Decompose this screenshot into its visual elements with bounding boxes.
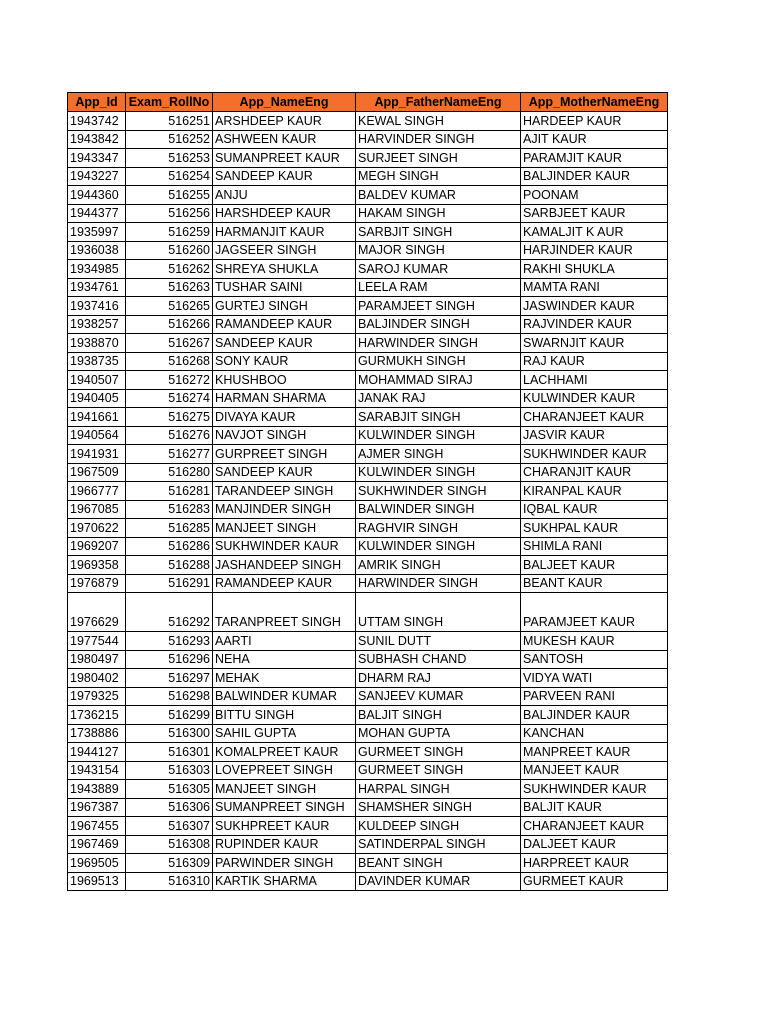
father-name-cell: SANJEEV KUMAR	[356, 687, 521, 706]
table-row	[68, 687, 668, 706]
table-row	[68, 743, 668, 762]
app-id-cell: 1943154	[68, 761, 126, 780]
mother-name-cell: BALJEET KAUR	[521, 556, 668, 575]
exam-rollno-cell: 516300	[126, 724, 213, 743]
table-row	[68, 537, 668, 556]
app-id-cell: 1938735	[68, 352, 126, 371]
table-row	[68, 223, 668, 242]
app-name-cell: HARMAN SHARMA	[213, 389, 356, 408]
app-id-cell: 1943347	[68, 149, 126, 168]
app-id-cell: 1969207	[68, 537, 126, 556]
app-name-cell: TARANDEEP SINGH	[213, 482, 356, 501]
app-id-cell: 1977544	[68, 632, 126, 651]
father-name-cell: SURJEET SINGH	[356, 149, 521, 168]
app-name-cell: SUKHPREET KAUR	[213, 817, 356, 836]
mother-name-cell: BALJINDER KAUR	[521, 167, 668, 186]
father-name-cell: BALJIT SINGH	[356, 706, 521, 725]
mother-name-cell: PARVEEN RANI	[521, 687, 668, 706]
app-id-cell: 1980497	[68, 650, 126, 669]
header-father-name: App_FatherNameEng	[356, 93, 521, 112]
table-row	[68, 556, 668, 575]
exam-rollno-cell: 516260	[126, 241, 213, 260]
exam-rollno-cell: 516263	[126, 278, 213, 297]
app-name-cell: ANJU	[213, 186, 356, 205]
exam-rollno-cell: 516272	[126, 371, 213, 390]
exam-rollno-cell: 516252	[126, 130, 213, 149]
app-name-cell: GURTEJ SINGH	[213, 297, 356, 316]
table-row	[68, 278, 668, 297]
exam-rollno-cell: 516267	[126, 334, 213, 353]
mother-name-cell: JASWINDER KAUR	[521, 297, 668, 316]
father-name-cell: LEELA RAM	[356, 278, 521, 297]
mother-name-cell: AJIT KAUR	[521, 130, 668, 149]
exam-rollno-cell: 516292	[126, 593, 213, 632]
mother-name-cell: SUKHWINDER KAUR	[521, 445, 668, 464]
app-name-cell: SUMANPREET SINGH	[213, 798, 356, 817]
mother-name-cell: HARPREET KAUR	[521, 854, 668, 873]
father-name-cell: SAROJ KUMAR	[356, 260, 521, 279]
table-row	[68, 204, 668, 223]
table-row	[68, 669, 668, 688]
exam-rollno-cell: 516254	[126, 167, 213, 186]
app-name-cell: SUMANPREET KAUR	[213, 149, 356, 168]
father-name-cell: UTTAM SINGH	[356, 593, 521, 632]
app-name-cell: MANJEET SINGH	[213, 519, 356, 538]
mother-name-cell: RAKHI SHUKLA	[521, 260, 668, 279]
father-name-cell: KEWAL SINGH	[356, 112, 521, 131]
father-name-cell: HAKAM SINGH	[356, 204, 521, 223]
app-id-cell: 1967387	[68, 798, 126, 817]
app-id-cell: 1944127	[68, 743, 126, 762]
mother-name-cell: SARBJEET KAUR	[521, 204, 668, 223]
exam-rollno-cell: 516262	[126, 260, 213, 279]
table-row	[68, 445, 668, 464]
app-name-cell: MEHAK	[213, 669, 356, 688]
table-row	[68, 149, 668, 168]
mother-name-cell: POONAM	[521, 186, 668, 205]
app-id-cell: 1970622	[68, 519, 126, 538]
mother-name-cell: JASVIR KAUR	[521, 426, 668, 445]
app-name-cell: NAVJOT SINGH	[213, 426, 356, 445]
mother-name-cell: RAJ KAUR	[521, 352, 668, 371]
table-body	[68, 112, 668, 891]
header-row	[68, 93, 668, 112]
exam-rollno-cell: 516309	[126, 854, 213, 873]
app-id-cell: 1937416	[68, 297, 126, 316]
app-name-cell: RUPINDER KAUR	[213, 835, 356, 854]
header-exam-rollno: Exam_RollNo	[126, 93, 213, 112]
mother-name-cell: SWARNJIT KAUR	[521, 334, 668, 353]
app-name-cell: RAMANDEEP KAUR	[213, 574, 356, 593]
app-id-cell: 1967455	[68, 817, 126, 836]
exam-rollno-cell: 516277	[126, 445, 213, 464]
mother-name-cell: KAMALJIT K AUR	[521, 223, 668, 242]
app-name-cell: PARWINDER SINGH	[213, 854, 356, 873]
app-id-cell: 1967085	[68, 500, 126, 519]
father-name-cell: SUNIL DUTT	[356, 632, 521, 651]
table-row	[68, 798, 668, 817]
table-row	[68, 574, 668, 593]
app-id-cell: 1969505	[68, 854, 126, 873]
exam-rollno-cell: 516293	[126, 632, 213, 651]
app-id-cell: 1969513	[68, 872, 126, 891]
app-id-cell: 1969358	[68, 556, 126, 575]
app-id-cell: 1943227	[68, 167, 126, 186]
mother-name-cell: DALJEET KAUR	[521, 835, 668, 854]
app-name-cell: KOMALPREET KAUR	[213, 743, 356, 762]
father-name-cell: JANAK RAJ	[356, 389, 521, 408]
header-mother-name: App_MotherNameEng	[521, 93, 668, 112]
app-name-cell: SAHIL GUPTA	[213, 724, 356, 743]
exam-rollno-cell: 516298	[126, 687, 213, 706]
app-name-cell: HARSHDEEP KAUR	[213, 204, 356, 223]
exam-rollno-cell: 516266	[126, 315, 213, 334]
exam-rollno-cell: 516288	[126, 556, 213, 575]
exam-rollno-cell: 516305	[126, 780, 213, 799]
mother-name-cell: MANJEET KAUR	[521, 761, 668, 780]
exam-rollno-cell: 516303	[126, 761, 213, 780]
table-row	[68, 112, 668, 131]
app-id-cell: 1938870	[68, 334, 126, 353]
app-name-cell: BITTU SINGH	[213, 706, 356, 725]
table-row	[68, 389, 668, 408]
exam-rollno-cell: 516310	[126, 872, 213, 891]
exam-rollno-cell: 516308	[126, 835, 213, 854]
father-name-cell: KULWINDER SINGH	[356, 463, 521, 482]
app-id-cell: 1943842	[68, 130, 126, 149]
header-app-name: App_NameEng	[213, 93, 356, 112]
father-name-cell: PARAMJEET SINGH	[356, 297, 521, 316]
mother-name-cell: RAJVINDER KAUR	[521, 315, 668, 334]
app-name-cell: SANDEEP KAUR	[213, 167, 356, 186]
app-id-cell: 1944377	[68, 204, 126, 223]
app-name-cell: TARANPREET SINGH	[213, 593, 356, 632]
father-name-cell: KULWINDER SINGH	[356, 537, 521, 556]
table-row	[68, 334, 668, 353]
father-name-cell: SHAMSHER SINGH	[356, 798, 521, 817]
app-id-cell: 1966777	[68, 482, 126, 501]
father-name-cell: MOHAMMAD SIRAJ	[356, 371, 521, 390]
app-id-cell: 1979325	[68, 687, 126, 706]
app-id-cell: 1976879	[68, 574, 126, 593]
exam-rollno-cell: 516255	[126, 186, 213, 205]
table-row	[68, 352, 668, 371]
exam-rollno-cell: 516301	[126, 743, 213, 762]
mother-name-cell: CHARANJIT KAUR	[521, 463, 668, 482]
mother-name-cell: HARJINDER KAUR	[521, 241, 668, 260]
app-id-cell: 1934761	[68, 278, 126, 297]
exam-rollno-cell: 516253	[126, 149, 213, 168]
app-id-cell: 1944360	[68, 186, 126, 205]
father-name-cell: DAVINDER KUMAR	[356, 872, 521, 891]
app-name-cell: BALWINDER KUMAR	[213, 687, 356, 706]
table-row	[68, 780, 668, 799]
app-id-cell: 1980402	[68, 669, 126, 688]
app-name-cell: HARMANJIT KAUR	[213, 223, 356, 242]
table-row	[68, 482, 668, 501]
father-name-cell: GURMUKH SINGH	[356, 352, 521, 371]
app-name-cell: MANJINDER SINGH	[213, 500, 356, 519]
table-row	[68, 724, 668, 743]
app-id-cell: 1941661	[68, 408, 126, 427]
father-name-cell: AMRIK SINGH	[356, 556, 521, 575]
table-row	[68, 186, 668, 205]
exam-rollno-cell: 516296	[126, 650, 213, 669]
table-row	[68, 315, 668, 334]
exam-rollno-cell: 516259	[126, 223, 213, 242]
mother-name-cell: LACHHAMI	[521, 371, 668, 390]
exam-rollno-cell: 516275	[126, 408, 213, 427]
app-id-cell: 1967469	[68, 835, 126, 854]
father-name-cell: SARBJIT SINGH	[356, 223, 521, 242]
table-row	[68, 426, 668, 445]
table-row	[68, 872, 668, 891]
exam-rollno-cell: 516306	[126, 798, 213, 817]
app-name-cell: SONY KAUR	[213, 352, 356, 371]
exam-rollno-cell: 516286	[126, 537, 213, 556]
mother-name-cell: SHIMLA RANI	[521, 537, 668, 556]
app-name-cell: ASHWEEN KAUR	[213, 130, 356, 149]
mother-name-cell: MUKESH KAUR	[521, 632, 668, 651]
father-name-cell: HARWINDER SINGH	[356, 574, 521, 593]
mother-name-cell: BALJINDER KAUR	[521, 706, 668, 725]
table-row	[68, 706, 668, 725]
father-name-cell: AJMER SINGH	[356, 445, 521, 464]
table-row	[68, 632, 668, 651]
mother-name-cell: PARAMJEET KAUR	[521, 593, 668, 632]
exam-rollno-cell: 516251	[126, 112, 213, 131]
table-row	[68, 130, 668, 149]
father-name-cell: MAJOR SINGH	[356, 241, 521, 260]
table-row	[68, 260, 668, 279]
app-name-cell: NEHA	[213, 650, 356, 669]
app-id-cell: 1940405	[68, 389, 126, 408]
app-name-cell: SHREYA SHUKLA	[213, 260, 356, 279]
mother-name-cell: SUKHWINDER KAUR	[521, 780, 668, 799]
mother-name-cell: KULWINDER KAUR	[521, 389, 668, 408]
spreadsheet-page	[67, 92, 668, 891]
app-id-cell: 1940507	[68, 371, 126, 390]
app-name-cell: GURPREET SINGH	[213, 445, 356, 464]
exam-rollno-cell: 516291	[126, 574, 213, 593]
mother-name-cell: KIRANPAL KAUR	[521, 482, 668, 501]
table-row	[68, 519, 668, 538]
app-id-cell: 1935997	[68, 223, 126, 242]
mother-name-cell: CHARANJEET KAUR	[521, 817, 668, 836]
mother-name-cell: GURMEET KAUR	[521, 872, 668, 891]
app-id-cell: 1938257	[68, 315, 126, 334]
father-name-cell: RAGHVIR SINGH	[356, 519, 521, 538]
app-id-cell: 1936038	[68, 241, 126, 260]
app-name-cell: ARSHDEEP KAUR	[213, 112, 356, 131]
exam-rollno-cell: 516281	[126, 482, 213, 501]
app-name-cell: KARTIK SHARMA	[213, 872, 356, 891]
app-name-cell: MANJEET SINGH	[213, 780, 356, 799]
father-name-cell: BALWINDER SINGH	[356, 500, 521, 519]
mother-name-cell: MANPREET KAUR	[521, 743, 668, 762]
app-name-cell: SANDEEP KAUR	[213, 334, 356, 353]
header-app-id: App_Id	[68, 93, 126, 112]
table-row	[68, 408, 668, 427]
app-id-cell: 1738886	[68, 724, 126, 743]
table-row	[68, 463, 668, 482]
app-name-cell: SUKHWINDER KAUR	[213, 537, 356, 556]
exam-rollno-cell: 516285	[126, 519, 213, 538]
app-id-cell: 1941931	[68, 445, 126, 464]
father-name-cell: BALDEV KUMAR	[356, 186, 521, 205]
mother-name-cell: SUKHPAL KAUR	[521, 519, 668, 538]
table-row	[68, 241, 668, 260]
app-name-cell: TUSHAR SAINI	[213, 278, 356, 297]
exam-rollno-cell: 516299	[126, 706, 213, 725]
app-name-cell: JASHANDEEP SINGH	[213, 556, 356, 575]
mother-name-cell: MAMTA RANI	[521, 278, 668, 297]
father-name-cell: GURMEET SINGH	[356, 761, 521, 780]
app-id-cell: 1934985	[68, 260, 126, 279]
app-name-cell: LOVEPREET SINGH	[213, 761, 356, 780]
father-name-cell: DHARM RAJ	[356, 669, 521, 688]
table-row	[68, 593, 668, 632]
app-id-cell: 1943742	[68, 112, 126, 131]
father-name-cell: HARWINDER SINGH	[356, 334, 521, 353]
table-row	[68, 650, 668, 669]
mother-name-cell: BALJIT KAUR	[521, 798, 668, 817]
exam-rollno-cell: 516265	[126, 297, 213, 316]
app-id-cell: 1940564	[68, 426, 126, 445]
app-name-cell: KHUSHBOO	[213, 371, 356, 390]
app-name-cell: JAGSEER SINGH	[213, 241, 356, 260]
mother-name-cell: BEANT KAUR	[521, 574, 668, 593]
exam-rollno-cell: 516276	[126, 426, 213, 445]
father-name-cell: BEANT SINGH	[356, 854, 521, 873]
table-row	[68, 500, 668, 519]
father-name-cell: SATINDERPAL SINGH	[356, 835, 521, 854]
mother-name-cell: KANCHAN	[521, 724, 668, 743]
table-row	[68, 371, 668, 390]
table-row	[68, 297, 668, 316]
app-id-cell: 1943889	[68, 780, 126, 799]
father-name-cell: HARPAL SINGH	[356, 780, 521, 799]
table-row	[68, 854, 668, 873]
exam-rollno-cell: 516280	[126, 463, 213, 482]
exam-rollno-cell: 516297	[126, 669, 213, 688]
father-name-cell: SUBHASH CHAND	[356, 650, 521, 669]
app-name-cell: DIVAYA KAUR	[213, 408, 356, 427]
app-id-cell: 1976629	[68, 593, 126, 632]
table-row	[68, 817, 668, 836]
app-id-cell: 1967509	[68, 463, 126, 482]
app-id-cell: 1736215	[68, 706, 126, 725]
exam-rollno-cell: 516256	[126, 204, 213, 223]
mother-name-cell: CHARANJEET KAUR	[521, 408, 668, 427]
father-name-cell: GURMEET SINGH	[356, 743, 521, 762]
mother-name-cell: HARDEEP KAUR	[521, 112, 668, 131]
exam-rollno-cell: 516307	[126, 817, 213, 836]
exam-rollno-cell: 516283	[126, 500, 213, 519]
father-name-cell: SUKHWINDER SINGH	[356, 482, 521, 501]
mother-name-cell: SANTOSH	[521, 650, 668, 669]
mother-name-cell: VIDYA WATI	[521, 669, 668, 688]
mother-name-cell: IQBAL KAUR	[521, 500, 668, 519]
father-name-cell: KULDEEP SINGH	[356, 817, 521, 836]
applicants-table	[67, 92, 668, 891]
table-row	[68, 761, 668, 780]
father-name-cell: MOHAN GUPTA	[356, 724, 521, 743]
father-name-cell: HARVINDER SINGH	[356, 130, 521, 149]
father-name-cell: KULWINDER SINGH	[356, 426, 521, 445]
father-name-cell: SARABJIT SINGH	[356, 408, 521, 427]
father-name-cell: BALJINDER SINGH	[356, 315, 521, 334]
app-name-cell: SANDEEP KAUR	[213, 463, 356, 482]
table-row	[68, 167, 668, 186]
mother-name-cell: PARAMJIT KAUR	[521, 149, 668, 168]
exam-rollno-cell: 516274	[126, 389, 213, 408]
app-name-cell: RAMANDEEP KAUR	[213, 315, 356, 334]
app-name-cell: AARTI	[213, 632, 356, 651]
exam-rollno-cell: 516268	[126, 352, 213, 371]
table-row	[68, 835, 668, 854]
father-name-cell: MEGH SINGH	[356, 167, 521, 186]
